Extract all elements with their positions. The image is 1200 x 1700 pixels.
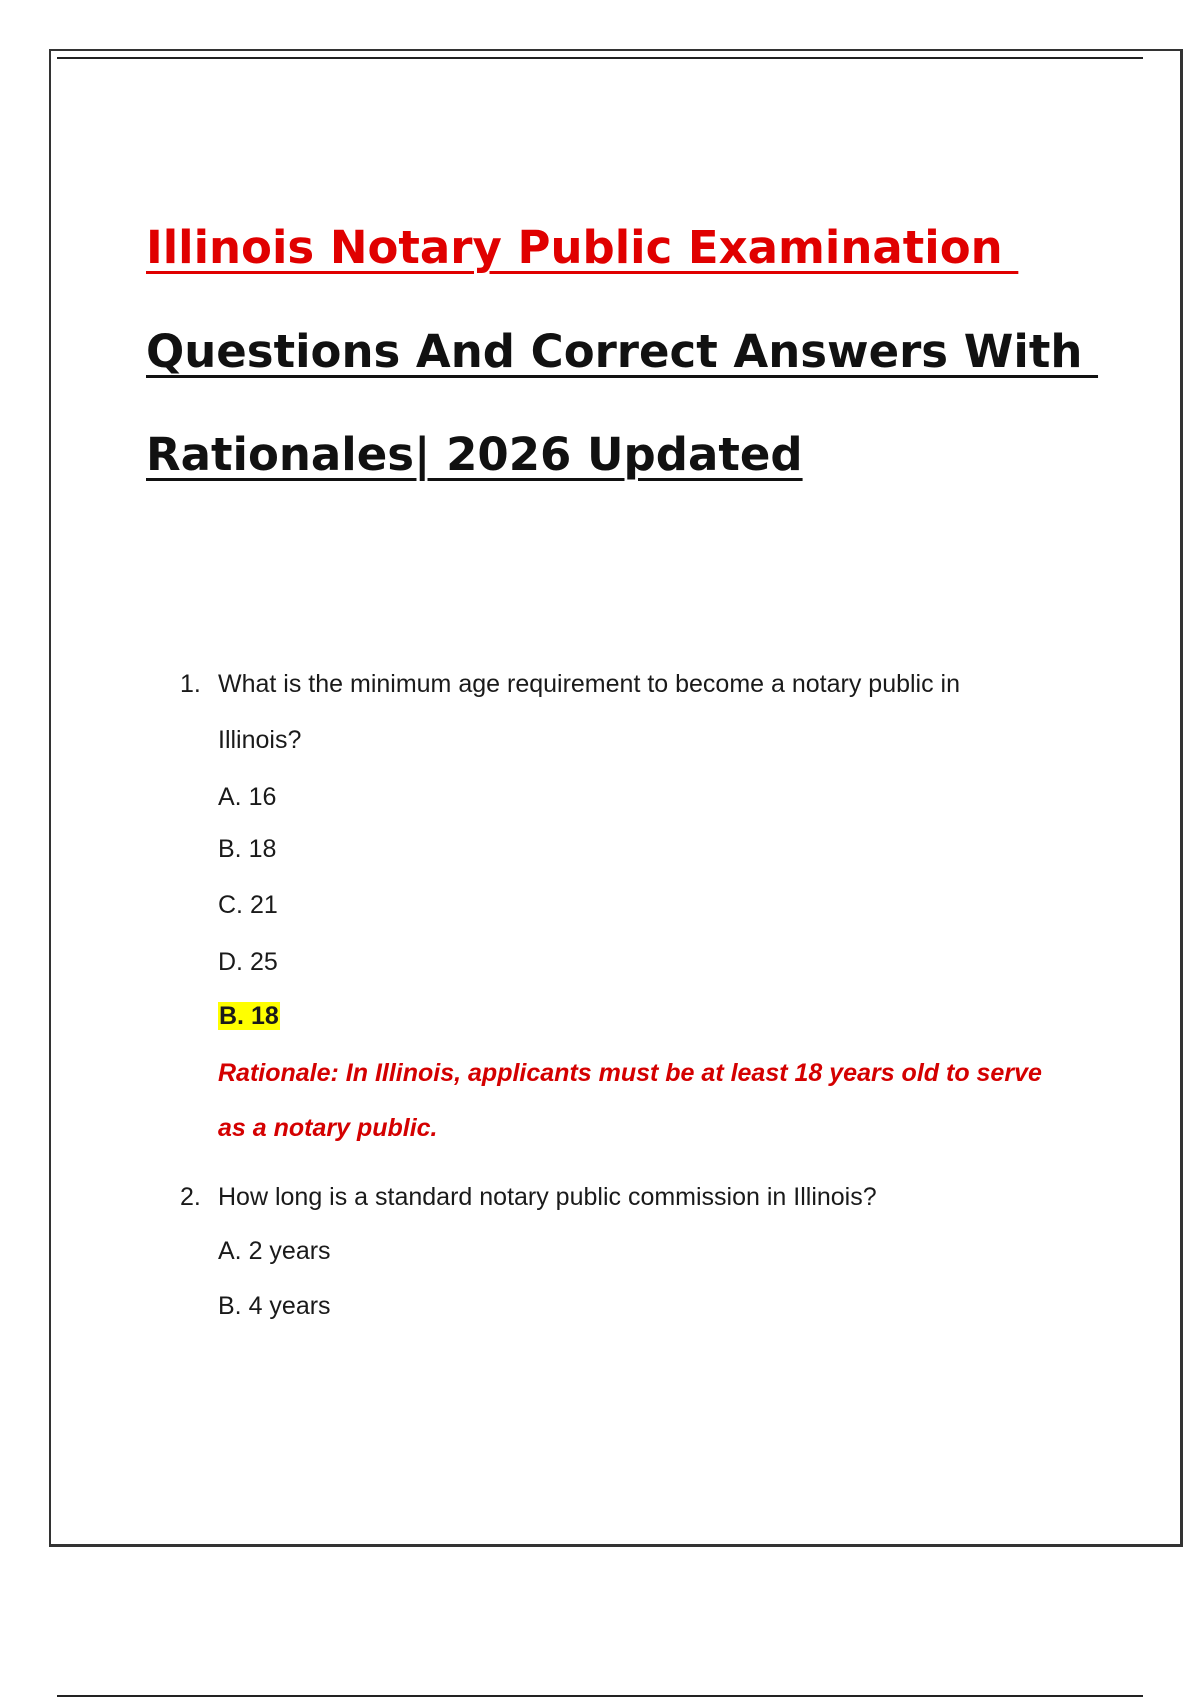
question-1-option-b: B. 18 [218,835,277,863]
question-2-option-a: A. 2 years [218,1237,331,1265]
question-1-answer: B. 18 [219,1002,279,1030]
question-1-option-a: A. 16 [218,783,277,811]
document-title-line-2: Questions And Correct Answers With [146,325,1099,378]
document-title-line-1: Illinois Notary Public Examination [146,221,1019,274]
question-2-option-b: B. 4 years [218,1292,331,1320]
question-1-answer-line [218,999,280,1033]
question-1-option-c: C. 21 [218,891,278,919]
bottom-rule [57,1695,1143,1697]
question-1-option-d: D. 25 [218,948,278,976]
question-1-number: 1. [180,670,201,698]
question-2-number: 2. [180,1183,201,1211]
question-1-rationale-line-1: Rationale: In Illinois, applicants must be at least 18 years old to serve [218,1059,1042,1087]
question-1-rationale-line-2: as a notary public. [218,1114,438,1142]
question-2-text-line-1: How long is a standard notary public commission in Illinois? [218,1183,877,1211]
document-title-line-3: Rationales| 2026 Updated [146,428,803,481]
question-1-text-line-2: Illinois? [218,726,302,754]
top-rule [57,57,1143,59]
question-1-text-line-1: What is the minimum age requirement to become a notary public in [218,670,961,698]
